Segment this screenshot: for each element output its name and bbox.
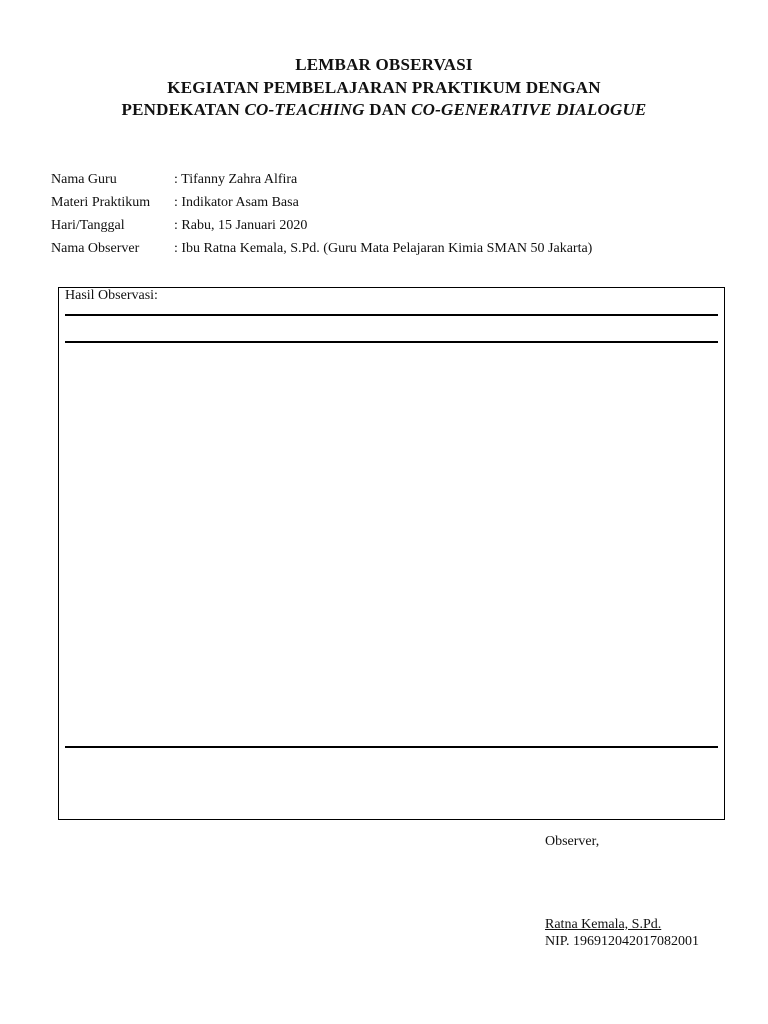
observation-label: Hasil Observasi: [65,288,158,303]
info-row-nama-guru [51,168,592,191]
signature-name: Ratna Kemala, S.Pd. [545,917,662,932]
writing-line [65,341,718,343]
document-title: LEMBAR OBSERVASI [295,55,473,74]
subtitle-text-1: PENDEKATAN [121,100,245,119]
observation-box [58,287,725,820]
info-value: : Tifanny Zahra Alfira [174,171,298,187]
info-value: : Indikator Asam Basa [174,194,299,210]
info-row-nama-observer [51,237,592,260]
document-subtitle-line3 [0,100,768,120]
info-label: Hari/Tanggal [51,217,125,233]
writing-line [65,314,718,316]
info-label: Materi Praktikum [51,194,151,210]
subtitle-italic-co-teaching: CO-TEACHING [244,100,365,119]
writing-line [65,746,718,748]
subtitle-text-2: DAN [364,100,412,119]
subtitle-italic-co-generative: CO-GENERATIVE DIALOGUE [411,100,647,119]
info-row-hari-tanggal [51,214,592,237]
info-section [51,168,592,260]
document-subtitle: KEGIATAN PEMBELAJARAN PRAKTIKUM DENGAN [167,78,601,97]
info-row-materi-praktikum [51,191,592,214]
signature-nip: NIP. 196912042017082001 [545,934,700,949]
info-label: Nama Guru [51,171,117,187]
signature-role: Observer, [545,834,600,849]
info-value: : Rabu, 15 Januari 2020 [174,217,308,233]
info-value: : Ibu Ratna Kemala, S.Pd. (Guru Mata Pelajaran Kimia SMAN 50 Jakarta) [174,240,593,256]
info-label: Nama Observer [51,240,140,256]
